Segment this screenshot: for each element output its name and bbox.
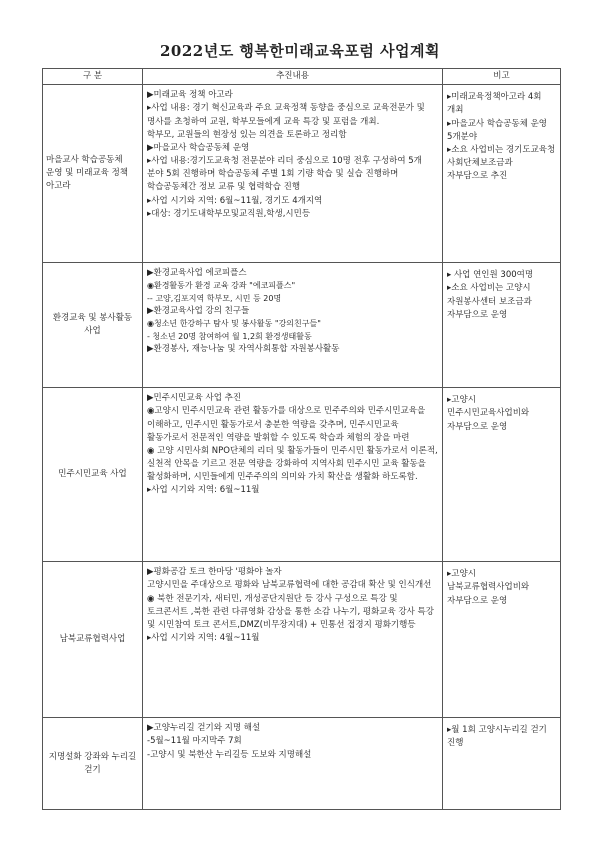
content-line: ▶마을교사 학습공동체 운영 [147,142,250,153]
row-content [143,562,443,718]
row-content [143,388,443,562]
content-line: ▸사업 내용: 경기 혁신교육과 주요 교육정책 동향을 중심으로 교육전문가 및 명사를 초청하여 교원, 학부모들에게 교육 특강 및 포럼을 개최. [147,103,425,127]
content-line: ◉ 북한 전문기자, 새터민, 개성공단지원단 등 강사 구성으로 특강 및 토크콘서트 ,북한 관련 다큐영화 감상을 통한 소감 나누기, 평화교육 강사 특강 및 시민참여 토크 콘서트,DMZ(비무장지대) + 민통선 접경지 평화기행등 [147,593,434,630]
content-line: ▶고양누리길 걷기와 지명 해설 [147,723,261,734]
row-note [443,263,561,388]
row-content [143,263,443,388]
content-line: ▸사업 시기와 지역: 6월~11월 [147,485,260,496]
content-line: ◉고양시 민주시민교육 관련 활동가를 대상으로 민주주의와 민주시민교육을 이해하고, 민주시민 활동가로서 충분한 역량을 갖추며, 민주시민교육 활동가로서 전문적인 역량을 발휘할 수 있도록 학습과 체험의 장을 마련 [147,406,426,443]
row-category: 민주시민교육 사업 [43,388,143,562]
content-line: ▶환경봉사, 재능나눔 및 자역사회통합 자원봉사활동 [147,344,340,355]
header-category: 구 분 [43,69,143,85]
row-category: 남북교류협력사업 [43,562,143,718]
note-line: ▸마을교사 학습공동체 운영 5개분야 [447,118,547,142]
content-line: ◉ 고양 시민사회 NPO단체의 리더 및 활동가들이 민주시민 활동가로서 이론적, 실천적 안목을 기르고 전문 역량을 강화하여 지역사회 민주시민 교육 활동을 활성화하며, 시민들에게 민주주의의 의미와 가치 확산을 생활화 하도록함. [147,445,438,483]
content-line: ▶민주시민교육 사업 추진 [147,393,242,404]
content-line: ▶환경교육사업 에코피플스 [147,268,247,279]
note-line: ▸월 1회 고양시누리길 걷기 진행 [447,725,547,749]
content-line: 고양시민을 주대상으로 평화와 남북교류협력에 대한 공감대 확산 및 인식개선 [147,580,432,591]
content-line: -- 고양,김포지역 학부모, 시민 등 20명 [147,293,282,303]
note-line: ▸고양시 남북교류협력사업비와 자부담으로 운영 [447,569,530,606]
row-category: 마을교사 학습공동체 운영 및 미래교육 정책 아고라 [43,85,143,263]
content-line: ▶환경교육사업 강의 친구들 [147,306,250,317]
table-row [43,85,561,263]
content-line: ▸사업 시기와 지역: 4월~11월 [147,633,260,644]
note-line: ▸소요 사업비는 고양시 자원봉사센터 보조금과 자부담으로 운영 [447,283,532,320]
note-line: ▸미래교육정책아고라 4회 개최 [447,92,542,116]
row-note [443,85,561,263]
row-note [443,388,561,562]
content-line: ▸사업 내용:경기도교육청 전문분야 리더 중심으로 10명 전후 구성하여 5개 분야 5회 진행하며 학습공동체 주별 1회 기량 학습 및 실습 진행하며 학습공동체간 정보 교류 및 협력학습 진행 [147,156,422,193]
header-note: 비고 [443,69,561,85]
row-category: 지명설화 강좌와 누리길 걷기 [43,718,143,810]
content-line: -고양시 및 북한산 누리길등 도보와 지명해설 [147,749,312,760]
content-line: ▶평화공감 토크 한마당 '평화야 놀자 [147,567,282,578]
row-category: 환경교육 및 봉사활동 사업 [43,263,143,388]
header-content: 추진내용 [143,69,443,85]
content-line: - 청소년 20명 참여하여 월 1,2회 환경생태활동 [147,331,312,341]
row-content [143,85,443,263]
row-note [443,562,561,718]
row-content [143,718,443,810]
document-title: 2022년도 행복한미래교육포럼 사업계획 [159,42,441,60]
table-row [43,718,561,810]
note-line: ▸ 사업 연인원 300여명 [447,270,534,281]
row-note [443,718,561,810]
content-line: ▸대상: 경기도내학부모및교직원,학생,시민등 [147,208,311,219]
table-header-row [43,69,561,85]
content-line: ▸사업 시기와 지역: 6월~11월, 경기도 4개지역 [147,195,323,206]
note-line: ▸소요 사업비는 경기도교육청 사회단체보조금과 자부담으로 추진 [447,144,556,182]
business-plan-table [42,68,561,810]
table-row [43,562,561,718]
content-line: ▶미래교육 정책 아고라 [147,90,233,101]
note-line: ▸고양시 민주시민교육사업비와 자부담으로 운영 [447,395,530,432]
table-row [43,263,561,388]
table-row [43,388,561,562]
content-line: -5월~11월 마지막주 7회 [147,736,242,747]
content-line: ◉청소년 한강하구 탐사 및 봉사활동 "강의친구들" [147,319,321,329]
content-line: 학부모, 교원들의 현장성 있는 의견을 토론하고 정리함 [147,129,347,140]
content-line: ◉환경활동가 환경 교육 강좌 "에코피플스" [147,281,296,291]
